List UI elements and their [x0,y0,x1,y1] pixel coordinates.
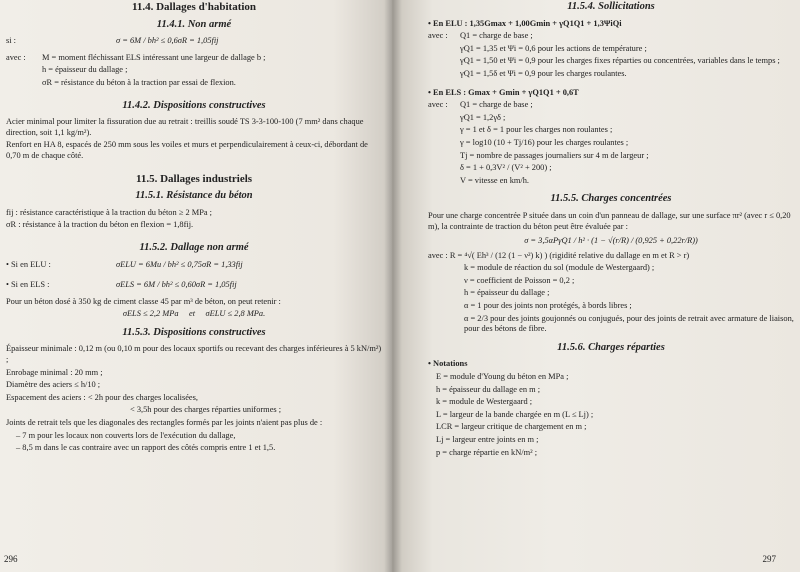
section-11-5-4-title: 11.5.4. Sollicitations [567,1,655,12]
notation-item: k = module de Westergaard ; [436,397,533,407]
text-line: α = 2/3 pour des joints goujonnés ou conjugués, pour des joints de retrait avec armature de liaison, pour des bétons de fibre. [464,313,794,334]
els-label: • Si en ELS : [6,280,50,290]
text-line: – 7 m pour les locaux non couverts lors de l'exécution du dallage, [16,430,236,440]
definition-line: M = moment fléchissant ELS intéressant une largeur de dallage b ; [42,52,266,62]
section-11-5-1-title: 11.5.1. Résistance du béton [135,190,253,202]
text-line: fij : résistance caractéristique à la traction du béton ≥ 2 MPa ; [6,207,212,217]
text-line: γQ1 = 1,2γδ ; [460,112,506,122]
text-line: k = module de réaction du sol (module de Westergaard) ; [464,263,655,273]
els-formula: σELS = 6M / bh² ≤ 0,60σR = 1,05fij [116,280,237,290]
notations-heading: • Notations [428,359,468,369]
section-11-5-5-title: 11.5.5. Charges concentrées [550,193,672,205]
retained-elu: σELU ≤ 2,8 MPa. [205,309,266,319]
definition-line: σR = résistance du béton à la traction par essai de flexion. [42,77,236,87]
retained-els: σELS ≤ 2,2 MPa [122,309,179,319]
elu-row [6,260,382,271]
text-line: Q1 = charge de base ; [460,31,533,41]
elu-combination: • En ELU : 1,35Gmax + 1,00Gmin + γQ1Q1 + 1,3ΨiQi [428,18,622,28]
text-line: Espacement des aciers : < 2h pour des charges localisées, [6,392,199,402]
text-line: σR : résistance à la traction du béton en flexion = 1,8fij. [6,220,194,230]
notation-item: Lj = largeur entre joints en m ; [436,435,539,444]
book-gutter [384,0,402,572]
section-11-5-2-title: 11.5.2. Dallage non armé [139,241,249,253]
avec-label: avec : [6,52,26,62]
els-definitions [428,100,794,188]
els-row [6,280,382,291]
text-line: γQ1 = 1,35 et Ψi = 0,6 pour les actions de température ; [460,43,647,53]
paragraph: Pour un béton dosé à 350 kg de ciment classe 45 par m³ de béton, on peut retenir : [6,296,281,306]
si-label: si : [6,36,17,46]
notation-item: L = largeur de la bande chargée en m (L ≤ Lj) ; [436,409,594,419]
section-11-4-2-title: 11.4.2. Dispositions constructives [122,99,266,111]
left-page-content [6,2,382,456]
elu-formula: σELU = 6Mu / bh² ≤ 0,75σR = 1,33fij [116,259,243,269]
et-word: et [189,309,196,319]
section-11-5-6-title: 11.5.6. Charges réparties [557,341,665,353]
text-line: γ = 1 et δ = 1 pour les charges non roulantes ; [460,125,613,135]
retained-values [6,309,382,320]
text-line: γQ1 = 1,5δ et Ψi = 0,9 pour les charges roulantes. [460,68,627,78]
paragraph: Renfort en HA 8, espacés de 250 mm sous les voiles et murs et perpendiculairement à ceux-ci, débordant de 0,70 m de chaque côté. [6,140,368,160]
text-line: Diamètre des aciers ≤ h/10 ; [6,380,101,390]
elu-definitions [428,31,794,81]
notation-item: LCR = largeur critique de chargement en m ; [436,422,587,432]
text-line: Enrobage minimal : 20 mm ; [6,367,103,377]
notation-item: p = charge répartie en kN/m² ; [436,447,538,457]
section-11-4-title: 11.4. Dallages d'habitation [131,1,257,13]
elu-label: • Si en ELU : [6,259,51,269]
text-line: Épaisseur minimale : 0,12 m (ou 0,10 m pour des locaux sportifs ou recevant des charges inférieures à 5 kN/m²) ; [6,344,382,365]
formula-row [6,36,382,47]
right-page-content [428,2,794,460]
text-line: Q1 = charge de base ; [460,100,533,110]
formula-non-arme: σ = 6M / bh² ≤ 0,6σR = 1,05fij [116,36,219,46]
text-line: δ = 1 + 0,3V² / (V² + 200) ; [460,163,552,173]
paragraph: Acier minimal pour limiter la fissuration due au retrait : treillis soudé TS 3-3-100-100 (7 mm² dans chaque direction, soit 1,1 kg/m²). [6,117,364,137]
text-line: α = 1 pour des joints non protégés, à bords libres ; [464,301,632,311]
text-line: – 8,5 m dans le cas contraire avec un rapport des côtés compris entre 1 et 1,5. [16,443,276,453]
rigidity-formula: avec : R = ⁴√( Eh³ / (12 (1 − ν²) k) ) (rigidité relative du dallage en m et R > r) [428,250,690,260]
avec-label: avec : [428,31,448,41]
section-11-5-title: 11.5. Dallages industriels [135,172,253,185]
avec-label: avec : [428,100,448,110]
text-line: Joints de retrait tels que les diagonales des rectangles formés par les joints n'aient pas plus de : [6,418,323,428]
right-page [392,0,800,572]
definition-line: h = épaisseur du dallage ; [42,65,128,75]
notation-item: E = module d'Young du béton en MPa ; [436,372,569,382]
text-line: V = vitesse en km/h. [460,175,530,185]
concentrated-definitions [428,263,794,335]
left-page [0,0,392,572]
concentrated-load-formula: σ = 3,5αPγQ1 / h² · (1 − √(r/R) / (0,925 + 0,22r/R)) [524,236,698,246]
section-11-4-1-title: 11.4.1. Non armé [156,18,232,30]
page-number-left: 296 [4,554,18,564]
page-number-right: 297 [762,554,776,564]
text-line: γQ1 = 1,50 et Ψi = 0,9 pour les charges fixes réparties ou concentrées, variables dans le temps ; [460,56,780,66]
paragraph: Pour une charge concentrée P située dans un coin d'un panneau de dallage, sur une surface πr² (avec r ≤ 0,20 m), la contrainte de traction du béton peut être évaluée par : [428,210,791,231]
definitions [6,53,382,91]
notation-item: h = épaisseur du dallage en m ; [436,384,541,394]
text-line: Tj = nombre de passages journaliers sur 4 m de largeur ; [460,150,649,160]
section-11-5-3-title: 11.5.3. Dispositions constructives [122,326,266,338]
text-line: < 3,5h pour des charges réparties uniformes ; [130,405,282,415]
text-line: h = épaisseur du dallage ; [464,288,550,298]
text-line: γ = log10 (10 + Tj/16) pour les charges roulantes ; [460,137,629,147]
text-line: ν = coefficient de Poisson = 0,2 ; [464,275,575,285]
els-combination: • En ELS : Gmax + Gmin + γQ1Q1 + 0,6T [428,87,579,97]
notations-list [428,372,794,458]
